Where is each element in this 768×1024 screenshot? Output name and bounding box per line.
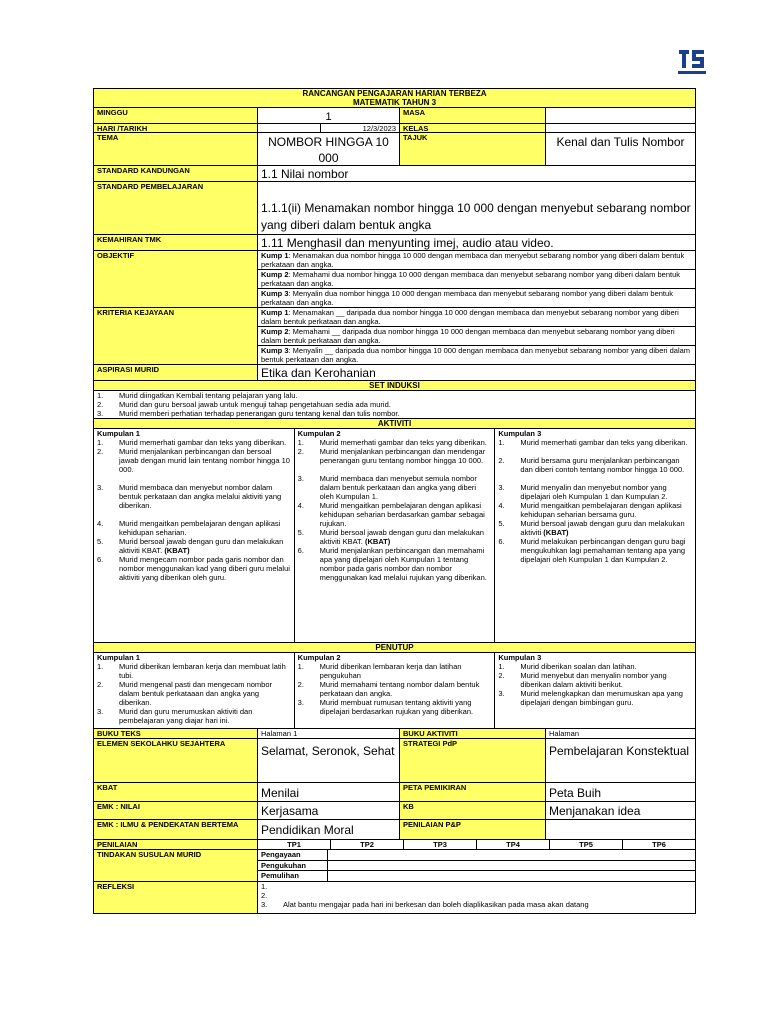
list-item: 4. Murid mengaitkan pembelajaran dengan aplikasi kehidupan seharian bersama guru. [498, 501, 682, 519]
buku-teks-label: BUKU TEKS [94, 729, 258, 738]
aktiviti-kumpulan-2: Kumpulan 2 1. Murid memerhati gambar dan teks yang diberikan. 2. Murid menjalankan perbincangan dan mendengar penerangan guru tentang nombor hingga 10 000. 3. Murid membaca dan menyebut semula nombor dalam bentuk perkataan dan angka yang diberi oleh Kumpulan 1. 4. Murid mengaitkan pembelajaran dengan aplikasi kehidupan seharian berdasarkan gambar sebagai rujukan. 5. Murid bersoal jawab dengan guru dan melakukan aktiviti KBAT. (KBAT) 6. Murid menjalankan perbincangan dan memahami apa yang dipelajari oleh Kumpulan 1 tentang nombor pada garis nombor dan nombor menggunakan kad melalui rujukan yang diberikan. [295, 429, 496, 642]
list-item: 1. [261, 882, 268, 891]
kbat-label: KBAT [94, 783, 258, 801]
objektif-label: OBJEKTIF [94, 251, 258, 307]
tp-5: TP5 [550, 840, 623, 849]
hari-label: HARI /TARIKH [94, 124, 258, 132]
aspirasi-label: ASPIRASI MURID [94, 365, 258, 380]
penilaian-label: PENILAIAN [94, 840, 258, 849]
elemen-label: ELEMEN SEKOLAHKU SEJAHTERA [94, 739, 258, 782]
list-item: 1. Murid diberikan soalan dan latihan. [498, 662, 637, 671]
strategi-value: Pembelajaran Konstektual [549, 744, 690, 758]
list-item: 1. Murid diberikan lembaran kerja dan membuat latih tubi. [97, 662, 286, 680]
refleksi-list [258, 882, 695, 913]
list-item: 2. Murid bersama guru menjalankan perbincangan dan diberi contoh tentang nombor hingga 10 000. [498, 456, 685, 474]
kb-value: Menjanakan idea [549, 804, 641, 818]
buku-teks-value: Halaman 1 [258, 729, 400, 738]
minggu-value: 1 [258, 108, 400, 123]
sk-value: 1.1 Nilai nombor [261, 167, 349, 181]
tp-1: TP1 [258, 840, 331, 849]
list-item: 2. Murid memahami tentang nombor dalam bentuk perkataan dan angka. [297, 680, 480, 698]
penilaian-pp-label: PENILAIAN P&P [400, 820, 546, 839]
kb-label: KB [400, 802, 546, 819]
list-item: 3. Murid membaca dan menyebut semula nombor dalam bentuk perkataan dan angka yang diberi oleh Kumpulan 1. [297, 474, 477, 501]
tmk-value: 1.11 Menghasil dan menyunting imej, audio atau video. [261, 236, 554, 250]
aktiviti-kumpulan-1: Kumpulan 1 1. Murid memerhati gambar dan teks yang diberikan. 2. Murid menjalankan perbincangan dan bersoal jawab dengan murid lain tentang nombor hingga 10 000. 3. Murid membaca dan menyebut nombor dalam bentuk perkataan dan angka melalui aktiviti yang diberikan. 4. Murid mengaitkan pembelajaran dengan aplikasi kehidupan seharian. 5. Murid bersoal jawab dengan guru dan melakukan aktiviti KBAT. (KBAT) 6. Murid mengecam nombor pada garis nombor dan nombor menggunakan kad yang diberi guru melalui aktiviti yang diberikan oleh guru. [94, 429, 295, 642]
emk-nilai-label: EMK : NILAI [94, 802, 258, 819]
tp-3: TP3 [404, 840, 477, 849]
emk-ilmu-value: Pendidikan Moral [258, 820, 400, 839]
tema-value: NOMBOR HINGGA 10 000 [258, 133, 400, 165]
strategi-label: STRATEGI PdP [400, 739, 546, 782]
list-item: 2. Murid mengenal pasti dan mengecam nombor dalam bentuk perkataaan dan angka yang diberikan. [97, 680, 272, 707]
list-item: 6. Murid menjalankan perbincangan dan memahami apa yang dipelajari oleh Kumpulan 1 tentang nombor pada garis nombor dan nombor menggunakan kad melalui rujukan yang diberikan. [297, 546, 487, 582]
aspirasi-value: Etika dan Kerohanian [261, 366, 376, 380]
pengukuhan-label: Pengukuhan [258, 861, 328, 871]
emk-ilmu-label: EMK : ILMU & PENDEKATAN BERTEMA [94, 820, 258, 839]
refleksi-label: REFLEKSI [94, 882, 258, 913]
list-item: 2. Murid dan guru bersoal jawab untuk menguji tahap pengetahuan sedia ada murid. [97, 400, 391, 409]
sk-label: STANDARD KANDUNGAN [94, 166, 258, 181]
school-logo [676, 44, 708, 76]
penutup-title: PENUTUP [94, 643, 695, 653]
objektif-item: Kump 1: Menamakan dua nombor hingga 10 000 dengan membaca dan menyebut sebarang nombor yang diberi dalam bentuk perkataan dan angka. [258, 251, 695, 270]
list-item: 3. Murid membuat rumusan tentang aktiviti yang dipelajari berdasarkan rujukan yang diberikan. [297, 698, 474, 716]
list-item: 1. Murid diberikan lembaran kerja dan latihan pengukuhan [297, 662, 462, 680]
objektif-item: Kump 3: Menyalin dua nombor hingga 10 000 dengan membaca dan menyebut sebarang nombor yang diberi dalam bentuk perkataan dan angka. [261, 289, 673, 307]
list-item: 2. [261, 891, 268, 900]
tp-2: TP2 [331, 840, 404, 849]
minggu-label: MINGGU [94, 108, 258, 123]
tmk-label: KEMAHIRAN TMK [94, 235, 258, 250]
penutup-kumpulan-3: Kumpulan 3 1. Murid diberikan soalan dan latihan. 2. Murid menyebut dan menyalin nombor yang diberikan dalam aktiviti berikut. 3. Murid melengkapkan dan merumuskan apa yang dipelajari dengan bimbingan guru. [495, 653, 695, 728]
list-item: 5. Murid bersoal jawab dengan guru dan melakukan aktiviti (KBAT) [498, 519, 685, 537]
hari-value: 12/3/2023 [321, 124, 400, 132]
tema-label: TEMA [94, 133, 258, 165]
tindakan-label: TINDAKAN SUSULAN MURID [94, 850, 258, 881]
list-item: 3. Alat bantu mengajar pada hari ini berkesan dan boleh diaplikasikan pada masa akan datang [261, 900, 589, 909]
set-induksi-title: SET INDUKSI [94, 381, 695, 391]
peta-value: Peta Buih [549, 786, 602, 800]
list-item: 4. Murid mengaitkan pembelajaran dengan aplikasi kehidupan seharian berdasarkan gambar sebagai rujukan. [297, 501, 485, 528]
set-induksi-list [94, 391, 695, 419]
masa-label: MASA [400, 108, 546, 123]
elemen-value: Selamat, Seronok, Sehat [258, 739, 400, 782]
kbat-value: Menilai [258, 783, 400, 801]
tajuk-value: Kenal dan Tulis Nombor [556, 135, 685, 149]
rph-document [93, 88, 696, 914]
list-item: 3. Murid membaca dan menyebut nombor dalam bentuk perkataan dan angka melalui aktiviti yang diberikan. [97, 483, 282, 510]
aktiviti-title: AKTIVITI [94, 419, 695, 429]
list-item: 1. Murid memerhati gambar dan teks yang diberikan. [97, 438, 287, 447]
list-item: 3. Murid menyalin dan menyebut nombor yang dipelajari oleh Kumpulan 1 dan Kumpulan 2. [498, 483, 668, 501]
list-item: 1. Murid diingatkan Kembali tentang pelajaran yang lalu. [97, 391, 298, 400]
buku-aktiviti-label: BUKU AKTIVITI [400, 729, 546, 738]
kelas-label: KELAS [400, 124, 546, 132]
penutup-groups [94, 653, 695, 729]
kriteria-label: KRITERIA KEJAYAAN [94, 308, 258, 364]
penilaian-pp-value [546, 820, 695, 839]
list-item: 3. Murid melengkapkan dan merumuskan apa yang dipelajari dengan bimbingan guru. [498, 689, 683, 707]
penutup-kumpulan-1: Kumpulan 1 1. Murid diberikan lembaran kerja dan membuat latih tubi. 2. Murid mengenal pasti dan mengecam nombor dalam bentuk perkataaan dan angka yang diberikan. 3. Murid dan guru merumuskan aktiviti dan pembelajaran yang diajar hari ini. [94, 653, 295, 728]
list-item: 1. Murid memerhati gambar dan teks yang diberikan. [297, 438, 487, 447]
list-item: 6. Murid melakukan perbincangan dengan guru bagi mengukuhkan lagi pemahaman tentang apa yang dipelajari oleh Kumpulan 1 dan Kumpulan 2. [498, 537, 686, 564]
list-item: 2. Murid menjalankan perbincangan dan bersoal jawab dengan murid lain tentang nombor hingga 10 000. [97, 447, 290, 474]
tp-6: TP6 [652, 840, 666, 849]
aktiviti-kumpulan-3: Kumpulan 3 1. Murid memerhati gambar dan teks yang diberikan. 2. Murid bersama guru menjalankan perbincangan dan diberi contoh tentang nombor hingga 10 000. 3. Murid menyalin dan menyebut nombor yang dipelajari oleh Kumpulan 1 dan Kumpulan 2. 4. Murid mengaitkan pembelajaran dengan aplikasi kehidupan seharian bersama guru. 5. Murid bersoal jawab dengan guru dan melakukan aktiviti (KBAT) 6. Murid melakukan perbincangan dengan guru bagi mengukuhkan lagi pemahaman tentang apa yang dipelajari oleh Kumpulan 1 dan Kumpulan 2. [495, 429, 695, 642]
aktiviti-groups [94, 429, 695, 643]
list-item: 5. Murid bersoal jawab dengan guru dan melakukan aktiviti KBAT. (KBAT) [297, 528, 484, 546]
document-title: RANCANGAN PENGAJARAN HARIAN TERBEZA MATEMATIK TAHUN 3 [94, 89, 695, 108]
emk-nilai-value: Kerjasama [258, 802, 400, 819]
list-item: 3. Murid dan guru merumuskan aktiviti dan pembelajaran yang diajar hari ini. [97, 707, 253, 725]
sp-value: 1.1.1(ii) Menamakan nombor hingga 10 000 dengan menyebut sebarang nombor yang diberi dalam bentuk angka [261, 201, 691, 232]
list-item: 5. Murid bersoal jawab dengan guru dan melakukan aktiviti KBAT. (KBAT) [97, 537, 284, 555]
masa-value [546, 108, 695, 123]
kriteria-item: Kump 2: Memahami __ daripada dua nombor hingga 10 000 dengan membaca dan menyebut sebarang nombor yang diberi dalam bentuk perkataan dan angka. [258, 327, 695, 346]
list-item: 4. Murid mengaitkan pembelajaran dengan aplikasi kehidupan seharian. [97, 519, 281, 537]
list-item: 3. Murid memberi perhatian terhadap penerangan guru tentang kenal dan tulis nombor. [97, 409, 400, 418]
kriteria-item: Kump 1: Menamakan __ daripada dua nombor hingga 10 000 dengan membaca dan menyebut sebarang nombor yang diberi dalam bentuk perkataan dan angka. [258, 308, 695, 327]
list-item: 1. Murid memerhati gambar dan teks yang diberikan. [498, 438, 688, 447]
pemulihan-label: Pemulihan [258, 871, 328, 881]
list-item: 2. Murid menjalankan perbincangan dan mendengar penerangan guru tentang nombor hingga 10 000. [297, 447, 486, 465]
pengayaan-label: Pengayaan [258, 850, 328, 860]
tajuk-label: TAJUK [400, 133, 546, 165]
tp-4: TP4 [477, 840, 550, 849]
list-item: 2. Murid menyebut dan menyalin nombor yang diberikan dalam aktiviti berikut. [498, 671, 667, 689]
peta-label: PETA PEMIKIRAN [400, 783, 546, 801]
objektif-item: Kump 2: Memahami dua nombor hingga 10 000 dengan membaca dan menyebut sebarang nombor yang diberi dalam bentuk perkataan dan angka. [258, 270, 695, 289]
buku-aktiviti-value: Halaman [549, 729, 580, 738]
penutup-kumpulan-2: Kumpulan 2 1. Murid diberikan lembaran kerja dan latihan pengukuhan 2. Murid memahami tentang nombor dalam bentuk perkataan dan angka. 3. Murid membuat rumusan tentang aktiviti yang dipelajari berdasarkan rujukan yang diberikan. [295, 653, 496, 728]
kelas-value [546, 124, 695, 132]
sp-label: STANDARD PEMBELAJARAN [94, 182, 258, 234]
kriteria-item: Kump 3: Menyalin __ daripada dua nombor hingga 10 000 dengan membaca dan menyebut sebarang nombor yang diberi dalam bentuk perkataan dan angka. [261, 346, 691, 364]
list-item: 6. Murid mengecam nombor pada garis nombor dan nombor menggunakan kad yang diberi guru melalui aktiviti yang diberikan oleh guru. [97, 555, 290, 582]
